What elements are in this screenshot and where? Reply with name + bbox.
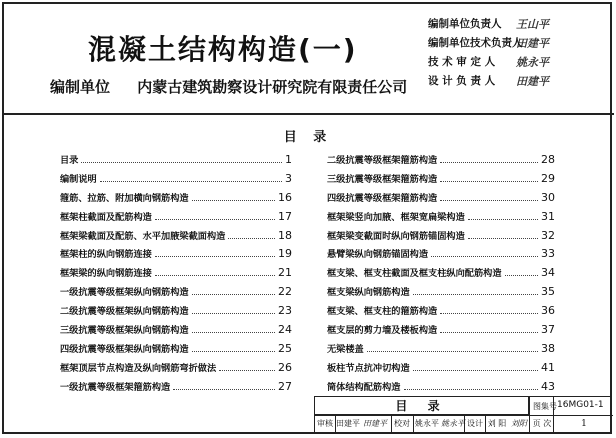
- title-block: [314, 396, 612, 432]
- leader-dots: [81, 162, 282, 163]
- toc-entry-page: 36: [541, 304, 555, 318]
- leader-dots: [192, 294, 275, 295]
- toc-entry[interactable]: [327, 322, 555, 341]
- toc-entry-page: 37: [541, 323, 555, 337]
- leader-dots: [219, 370, 275, 371]
- leader-dots: [440, 332, 538, 333]
- toc-entry-title: 框架梁的纵向钢筋连接: [60, 268, 152, 280]
- toc-entry-title: 箍筋、拉筋、附加横向钢筋构造: [60, 192, 189, 204]
- toc-entry[interactable]: [60, 284, 292, 303]
- toc-entry[interactable]: [60, 341, 292, 360]
- toc-entry-title: 三级抗震等级框架箍筋构造: [327, 173, 438, 185]
- atlas-label: 图集号: [533, 402, 557, 411]
- toc-entry-title: 目录: [60, 155, 79, 166]
- page-label: 页 次: [532, 419, 552, 428]
- toc-entry-title: 悬臂梁纵向钢筋锚固构造: [327, 249, 429, 261]
- toc-entry-page: 25: [278, 341, 292, 355]
- leader-dots: [413, 370, 538, 371]
- role-label: 技 术 审 定 人: [428, 56, 496, 68]
- compiling-unit: [50, 76, 407, 97]
- leader-dots: [440, 200, 538, 201]
- toc-entry-page: 28: [541, 153, 555, 166]
- leader-dots: [468, 219, 538, 220]
- title-block-name: 目 录: [315, 397, 529, 415]
- leader-dots: [100, 181, 282, 182]
- toc-entry-title: 四级抗震等级框架纵向钢筋构造: [60, 343, 189, 355]
- toc-entry-title: 板柱节点抗冲切构造: [327, 362, 410, 374]
- toc-entry-page: 18: [278, 228, 292, 242]
- responsible-persons: [428, 14, 608, 90]
- toc-entry-page: 38: [541, 341, 555, 355]
- toc-entry-page: 3: [285, 171, 292, 185]
- toc-entry[interactable]: [327, 360, 555, 379]
- toc-entry[interactable]: [327, 284, 555, 303]
- toc-entry-page: 33: [541, 247, 555, 261]
- toc-entry-title: 框架顶层节点构造及纵向钢筋弯折做法: [60, 362, 217, 374]
- toc-entry[interactable]: [327, 303, 555, 322]
- toc-entry-page: 19: [278, 247, 292, 261]
- header-divider: [2, 113, 614, 115]
- review-name: 田建平: [336, 419, 360, 428]
- toc-entry[interactable]: [60, 228, 292, 247]
- role-row: [428, 33, 608, 52]
- check-name: 姚永平: [415, 419, 439, 428]
- toc-entry-page: 23: [278, 304, 292, 318]
- toc-heading: 目 录: [283, 130, 333, 145]
- toc-entry-page: 32: [541, 228, 555, 242]
- toc-entry-title: 框支梁纵向钢筋构造: [327, 287, 410, 299]
- role-row: [428, 71, 608, 90]
- toc-left-column: [60, 152, 292, 398]
- toc-entry-title: 无梁楼盖: [327, 343, 364, 355]
- toc-entry-page: 41: [541, 360, 555, 374]
- toc-entry[interactable]: [327, 209, 555, 228]
- toc-entry-title: 框支梁、框支柱截面及框支柱纵向配筋构造: [327, 268, 502, 280]
- toc-entry[interactable]: [60, 171, 292, 190]
- signature: 姚永平: [516, 55, 549, 69]
- toc-entry-page: 30: [541, 190, 555, 204]
- toc-entry-page: 26: [278, 360, 292, 374]
- toc-entry[interactable]: [60, 246, 292, 265]
- design-label: 设计: [467, 419, 483, 428]
- leader-dots: [192, 351, 275, 352]
- signature-row: [315, 415, 613, 433]
- signature: 田建平: [516, 74, 549, 88]
- leader-dots: [367, 351, 538, 352]
- toc-entry-title: 框架梁截面及配筋、水平加腋梁截面构造: [60, 230, 226, 242]
- toc-entry[interactable]: [327, 379, 555, 398]
- toc-entry[interactable]: [60, 152, 292, 171]
- toc-entry-page: 22: [278, 285, 292, 299]
- role-row: [428, 14, 608, 33]
- leader-dots: [468, 238, 538, 239]
- toc-entry-title: 框支层的剪力墙及楼板构造: [327, 325, 438, 337]
- toc-entry[interactable]: [60, 190, 292, 209]
- toc-entry[interactable]: [60, 209, 292, 228]
- toc-entry-page: 17: [278, 209, 292, 223]
- leader-dots: [192, 313, 275, 314]
- toc-entry-title: 四级抗震等级框架箍筋构造: [327, 192, 438, 204]
- role-row: [428, 52, 608, 71]
- page-number: 1: [581, 419, 587, 429]
- toc-entry-title: 一级抗震等级框架纵向钢筋构造: [60, 287, 189, 299]
- check-signature: 姚永平: [441, 419, 465, 428]
- toc-entry[interactable]: [327, 190, 555, 209]
- toc-entry-title: 框架梁变截面时纵向钢筋锚固构造: [327, 230, 465, 242]
- leader-dots: [155, 256, 275, 257]
- design-name: 刘 阳: [487, 419, 507, 428]
- leader-dots: [431, 256, 538, 257]
- toc-entry-title: 编制说明: [60, 173, 97, 185]
- toc-entry-page: 35: [541, 285, 555, 299]
- toc-entry[interactable]: [60, 303, 292, 322]
- toc-entry[interactable]: [327, 152, 555, 171]
- leader-dots: [505, 275, 538, 276]
- role-label: 编制单位负责人: [428, 18, 502, 30]
- toc-entry-title: 框支梁、框支柱的箍筋构造: [327, 306, 438, 318]
- toc-entry-page: 43: [541, 379, 555, 393]
- toc-entry-page: 34: [541, 266, 555, 280]
- leader-dots: [155, 219, 275, 220]
- atlas-number: 16MG01-1: [557, 400, 604, 410]
- toc-entry-page: 31: [541, 209, 555, 223]
- toc-entry-title: 二级抗震等级框架箍筋构造: [327, 155, 438, 166]
- toc-entry-title: 框架梁竖向加腋、框架宽扁梁构造: [327, 211, 465, 223]
- toc-right-column: [327, 152, 555, 398]
- leader-dots: [155, 275, 275, 276]
- toc-entry[interactable]: [60, 322, 292, 341]
- leader-dots: [192, 332, 275, 333]
- toc-entry-page: 1: [285, 153, 292, 166]
- check-label: 校对: [394, 419, 410, 428]
- toc-entry-page: 16: [278, 190, 292, 204]
- design-signature: 刘阳: [511, 419, 527, 428]
- leader-dots: [228, 238, 275, 239]
- review-signature: 田建平: [363, 419, 387, 428]
- toc-entry-title: 三级抗震等级框架纵向钢筋构造: [60, 325, 189, 337]
- toc-entry-title: 框架柱截面及配筋构造: [60, 211, 152, 223]
- page-title: 混凝土结构构造(一): [88, 33, 358, 66]
- toc-entry-title: 筒体结构配筋构造: [327, 381, 401, 393]
- compiling-unit-name: 内蒙古建筑勘察设计研究院有限责任公司: [137, 78, 408, 96]
- role-label: 设 计 负 责 人: [428, 75, 496, 87]
- toc-entry-title: 框架柱的纵向钢筋连接: [60, 249, 152, 261]
- compiling-unit-label: 编制单位: [50, 78, 111, 96]
- toc-entry[interactable]: [327, 265, 555, 284]
- toc-entry-page: 24: [278, 323, 292, 337]
- toc-entry[interactable]: [327, 246, 555, 265]
- leader-dots: [440, 181, 538, 182]
- toc-entry-title: 一级抗震等级框架箍筋构造: [60, 381, 171, 393]
- signature: 田建平: [516, 36, 549, 50]
- toc-entry[interactable]: [327, 228, 555, 247]
- toc-entry[interactable]: [327, 341, 555, 360]
- toc-entry-page: 27: [278, 379, 292, 393]
- leader-dots: [173, 389, 275, 390]
- leader-dots: [440, 313, 538, 314]
- toc-entry-page: 29: [541, 171, 555, 185]
- toc-entry[interactable]: [60, 265, 292, 284]
- leader-dots: [413, 294, 538, 295]
- toc-entry-title: 二级抗震等级框架纵向钢筋构造: [60, 306, 189, 318]
- toc-entry[interactable]: [60, 360, 292, 379]
- leader-dots: [440, 162, 538, 163]
- leader-dots: [404, 389, 539, 390]
- review-label: 审核: [317, 419, 333, 428]
- leader-dots: [192, 200, 275, 201]
- toc-entry[interactable]: [327, 171, 555, 190]
- toc-entry[interactable]: [60, 379, 292, 398]
- toc-entry-page: 21: [278, 266, 292, 280]
- role-label: 编制单位技术负责人: [428, 37, 523, 49]
- signature: 王山平: [516, 17, 549, 31]
